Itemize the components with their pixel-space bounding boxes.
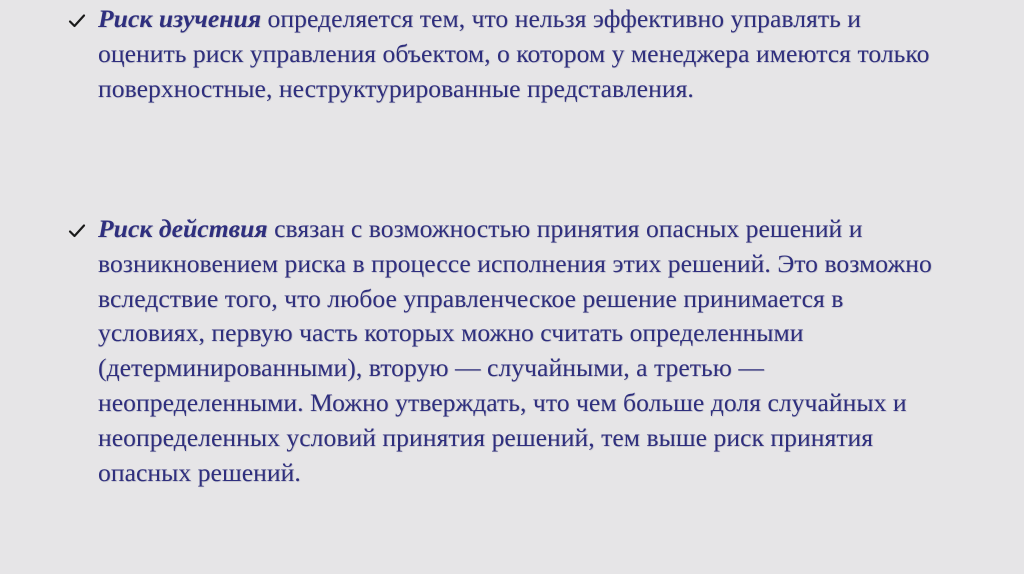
checkmark-icon <box>68 222 86 240</box>
term-description: определяется тем, что нельзя эффективно управлять и оценить риск управления объектом, о котором у менеджера имеются только поверхностные, неструктурированные представления. <box>98 4 930 103</box>
term-label: Риск изучения <box>98 4 262 33</box>
term-description: связан с возможностью принятия опасных решений и возникновением риска в процессе исполнения этих решений. Это возможно вследствие того, что любое управленческое решение принимается в условиях, первую часть которых можно считать определенными (детерминированными), вторую — случайными, а третью — неопределенными. Можно утверждать, что чем больше доля случайных и неопределенных условий принятия решений, тем выше риск принятия опасных решений. <box>98 214 932 487</box>
checkmark-icon <box>68 12 86 30</box>
bullet-text <box>98 2 948 106</box>
bullet-item-risk-of-action <box>68 212 948 490</box>
term-label: Риск действия <box>98 214 268 243</box>
bullet-text <box>98 212 948 490</box>
bullet-item-risk-of-study <box>68 2 948 106</box>
